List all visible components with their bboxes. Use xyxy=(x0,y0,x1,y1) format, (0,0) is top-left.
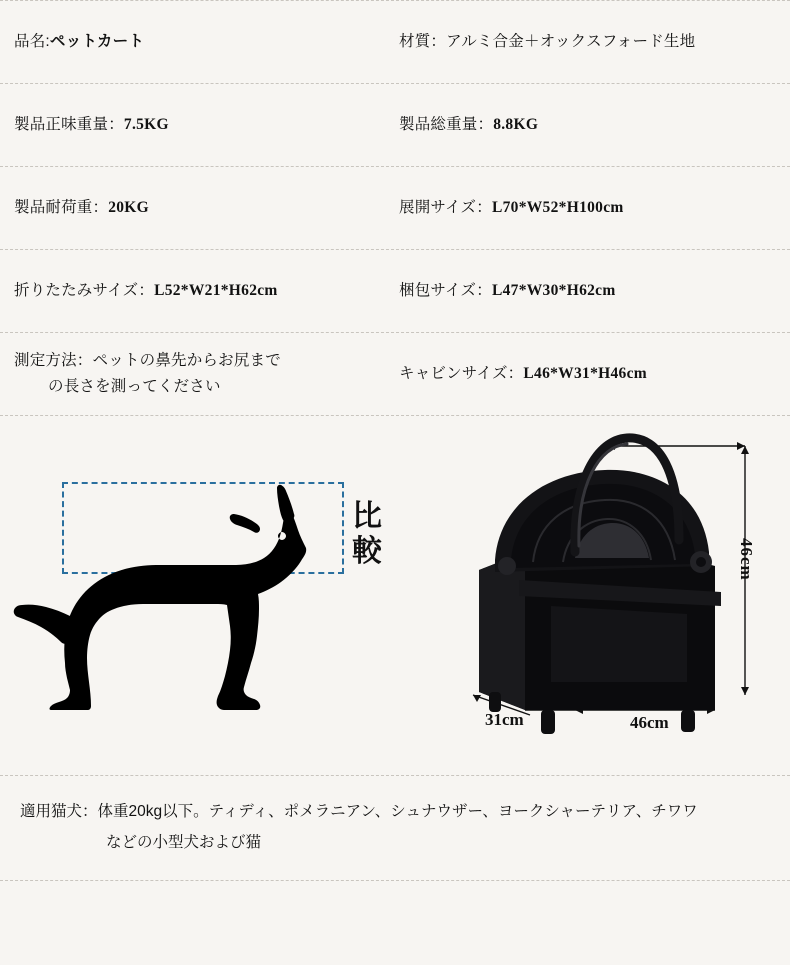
spec-label: 梱包サイズ： xyxy=(399,281,492,299)
note-line1: 体重20kg以下。ティディ、ポメラニアン、シュナウザー、ヨークシャーテリア、チワワ xyxy=(97,803,698,820)
dimension-width-label: 46cm xyxy=(630,713,669,732)
spec-label: キャビンサイズ： xyxy=(399,364,524,382)
spec-table xyxy=(0,0,790,416)
spec-cell-material xyxy=(395,1,790,83)
spec-label: 製品正味重量： xyxy=(14,115,124,133)
spec-value: L46*W31*H46cm xyxy=(523,364,647,382)
note-line2: などの小型犬および猫 xyxy=(106,834,262,851)
spec-cell-product-name xyxy=(0,1,395,83)
dimension-depth-label: 31cm xyxy=(485,710,524,729)
spec-cell-unfolded-size xyxy=(395,167,790,249)
dog-silhouette-icon xyxy=(10,470,350,710)
spec-label: 測定方法： xyxy=(14,351,93,369)
spec-value: L47*W30*H62cm xyxy=(491,281,616,299)
spec-value: 7.5KG xyxy=(123,115,169,133)
spec-row xyxy=(0,167,790,250)
spec-value: ペットカート xyxy=(49,32,145,50)
compare-label: 比較 xyxy=(352,500,382,568)
applicable-pets-note xyxy=(0,775,790,881)
dimension-height-label: 46cm xyxy=(737,538,756,581)
comparison-area xyxy=(0,410,790,775)
pet-stroller-svg xyxy=(455,410,775,760)
spec-value-line2: の長さを測ってください xyxy=(48,378,221,395)
spec-value: ペットの鼻先からお尻まで xyxy=(92,351,281,369)
spec-value: 20KG xyxy=(108,198,150,216)
pet-stroller-illustration xyxy=(455,410,775,760)
spec-row xyxy=(0,84,790,167)
spec-cell-package-size xyxy=(395,250,790,332)
spec-cell-folded-size xyxy=(0,250,395,332)
spec-row xyxy=(0,250,790,333)
spec-label: 折りたたみサイズ： xyxy=(14,281,155,299)
spec-label: 展開サイズ： xyxy=(399,198,492,216)
spec-value: L52*W21*H62cm xyxy=(154,281,278,299)
spec-label: 材質： xyxy=(399,32,447,50)
spec-row xyxy=(0,0,790,84)
note-label: 適用猫犬： xyxy=(20,803,98,820)
spec-cell-measure-method xyxy=(0,333,395,415)
spec-value: アルミ合金＋オックスフォード生地 xyxy=(446,32,696,50)
spec-label: 品名: xyxy=(14,32,50,50)
spec-value: 8.8KG xyxy=(493,115,539,133)
spec-row xyxy=(0,333,790,416)
spec-cell-cabin-size xyxy=(395,333,790,415)
spec-label: 製品総重量： xyxy=(399,115,494,133)
spec-cell-gross-weight xyxy=(395,84,790,166)
spec-cell-net-weight xyxy=(0,84,395,166)
dog-silhouette-group xyxy=(10,470,350,710)
spec-cell-load-capacity xyxy=(0,167,395,249)
spec-value: L70*W52*H100cm xyxy=(491,198,624,216)
spec-label: 製品耐荷重： xyxy=(14,198,109,216)
